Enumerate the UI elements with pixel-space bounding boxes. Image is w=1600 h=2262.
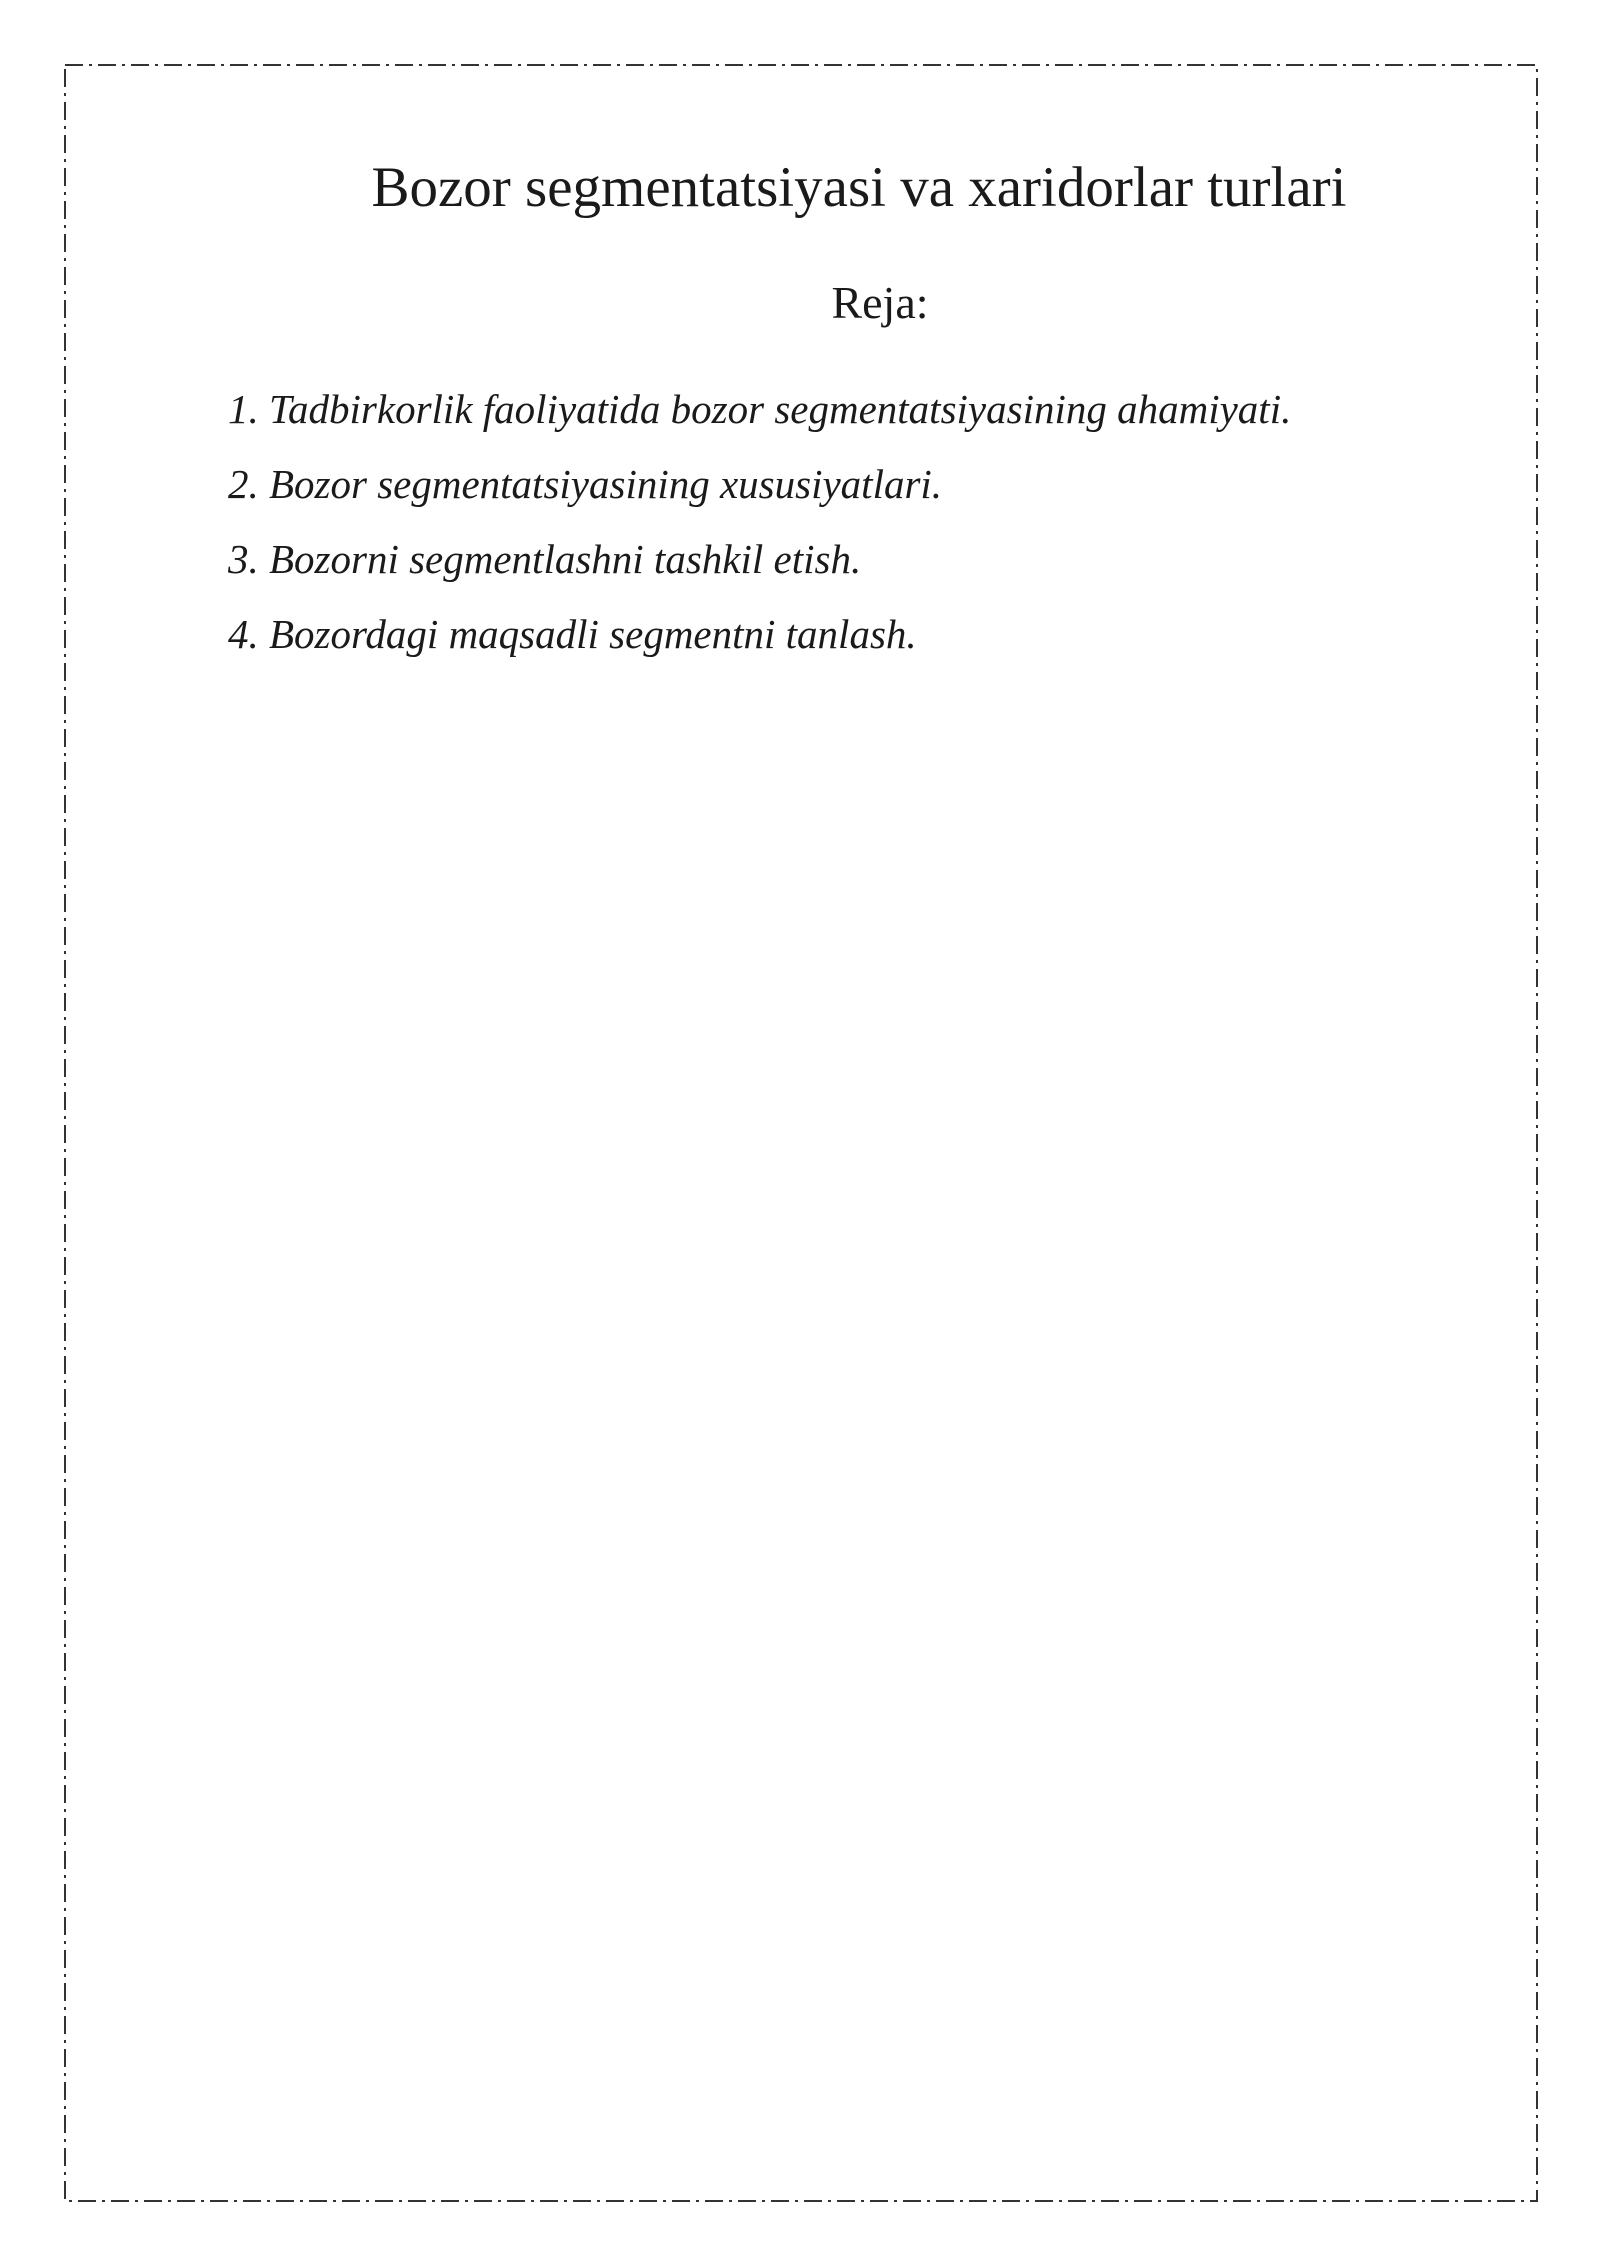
plan-item: 1. Tadbirkorlik faoliyatida bozor segmentatsiyasining ahamiyati. — [228, 386, 1292, 432]
document-title: Bozor segmentatsiyasi va xaridorlar turlari — [371, 156, 1347, 219]
plan-item: 3. Bozorni segmentlashni tashkil etish. — [228, 536, 862, 582]
plan-heading: Reja: — [831, 277, 929, 328]
plan-item: 2. Bozor segmentatsiyasining xususiyatlari. — [228, 461, 943, 507]
plan-list — [228, 372, 1291, 672]
plan-item: 4. Bozordagi maqsadli segmentni tanlash. — [228, 611, 917, 657]
